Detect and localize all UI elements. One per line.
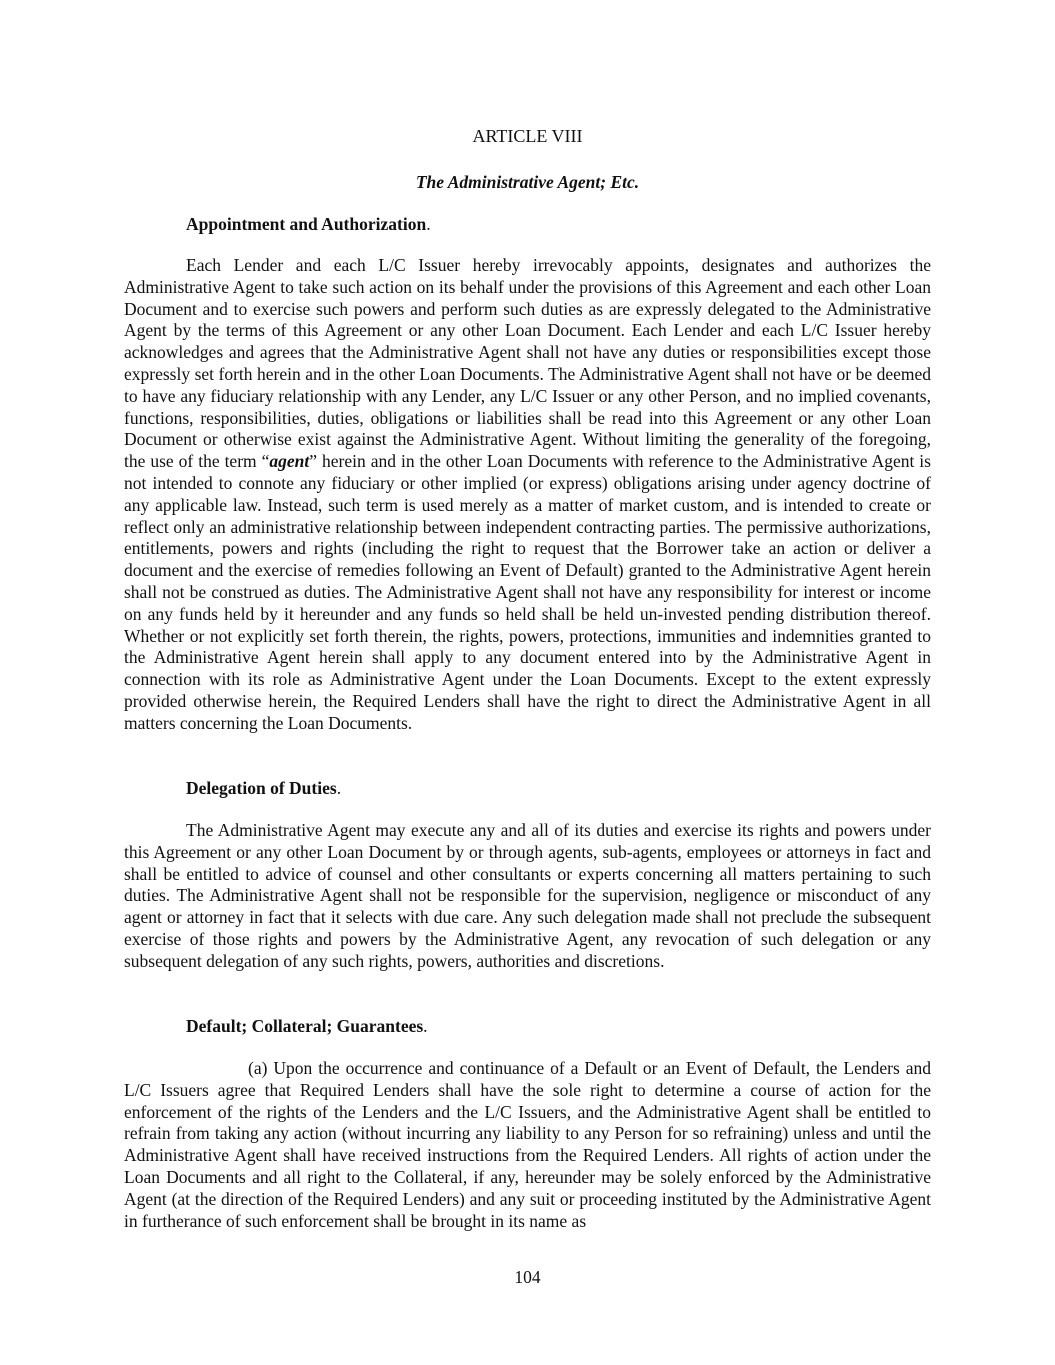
section-heading-text: Default; Collateral; Guarantees <box>186 1016 424 1036</box>
article-number: ARTICLE VIII <box>472 126 583 146</box>
paragraph-text: The Administrative Agent may execute any and all of its duties and exercise its rights and powers under this Agreement or any other Loan Document by or through agents, sub-agents, employees or attorneys in fact and shall be entitled to advice of counsel and other consultants or experts concerning all matters pertaining to such duties. The Administrative Agent shall not be responsible for the supervision, negligence or misconduct of any agent or attorney in fact that it selects with due care. Any such delegation made shall not preclude the subsequent exercise of those rights and powers by the Administrative Agent, any revocation of such delegation or any subsequent delegation of any such rights, powers, authorities and discretions. <box>124 820 931 971</box>
section-heading-delegation <box>186 777 341 799</box>
heading-period: . <box>423 1016 428 1036</box>
paragraph-text-part2: ” herein and in the other Loan Documents with reference to the Administrative Agent is not intended to connote any fiduciary or other implied (or express) obligations arising under agency doctrine of any applicable law. Instead, such term is used merely as a matter of market custom, and is intended to create or reflect only an administrative relationship between independent contracting parties. The permissive authorizations, entitlements, powers and rights (including the right to request that the Borrower take an action or deliver a document and the exercise of remedies following an Event of Default) granted to the Administrative Agent herein shall not be construed as duties. The Administrative Agent shall not have any responsibility for interest or income on any funds held by it hereunder and any funds so held shall be held un-invested pending distribution thereof. Whether or not explicitly set forth therein, the rights, powers, protections, immunities and indemnities granted to the Administrative Agent herein shall apply to any document entered into by the Administrative Agent in connection with its role as Administrative Agent under the Loan Documents. Except to the extent expressly provided otherwise herein, the Required Lenders shall have the right to direct the Administrative Agent in all matters concerning the Loan Documents. <box>124 451 931 733</box>
article-title: The Administrative Agent; Etc. <box>415 172 640 192</box>
section-paragraph-delegation <box>124 820 931 973</box>
heading-period: . <box>336 778 342 798</box>
section-paragraph-default <box>124 1058 931 1232</box>
section-heading-text: Delegation of Duties <box>186 778 337 798</box>
section-heading-text: Appointment and Authorization <box>186 214 427 234</box>
section-heading-appointment <box>186 213 431 235</box>
page-number: 104 <box>514 1267 541 1287</box>
paragraph-text-part1: Each Lender and each L/C Issuer hereby irrevocably appoints, designates and authorizes the Administrative Agent to take such action on its behalf under the provisions of this Agreement and each other Loan Document and to exercise such powers and perform such duties as are expressly delegated to the Administrative Agent by the terms of this Agreement or any other Loan Document. Each Lender and each L/C Issuer hereby acknowledges and agrees that the Administrative Agent shall not have any duties or responsibilities except those expressly set forth herein and in the other Loan Documents. The Administrative Agent shall not have or be deemed to have any fiduciary relationship with any Lender, any L/C Issuer or any other Person, and no implied covenants, functions, responsibilities, duties, obligations or liabilities shall be read into this Agreement or any other Loan Document or otherwise exist against the Administrative Agent. Without limiting the generality of the foregoing, the use of the term “ <box>124 255 931 472</box>
paragraph-text: (a) Upon the occurrence and continuance of a Default or an Event of Default, the Lenders and L/C Issuers agree that Required Lenders shall have the sole right to determine a course of action for the enforcement of the rights of the Lenders and the L/C Issuers, and the Administrative Agent shall be entitled to refrain from taking any action (without incurring any liability to any Person for so refraining) unless and until the Administrative Agent shall have received instructions from the Required Lenders. All rights of action under the Loan Documents and all right to the Collateral, if any, hereunder may be solely enforced by the Administrative Agent (at the direction of the Required Lenders) and any suit or proceeding instituted by the Administrative Agent in furtherance of such enforcement shall be brought in its name as <box>124 1058 931 1231</box>
heading-period: . <box>426 214 431 234</box>
section-paragraph-appointment <box>124 255 931 735</box>
section-heading-default <box>186 1015 428 1037</box>
defined-term-agent: agent <box>269 451 310 472</box>
